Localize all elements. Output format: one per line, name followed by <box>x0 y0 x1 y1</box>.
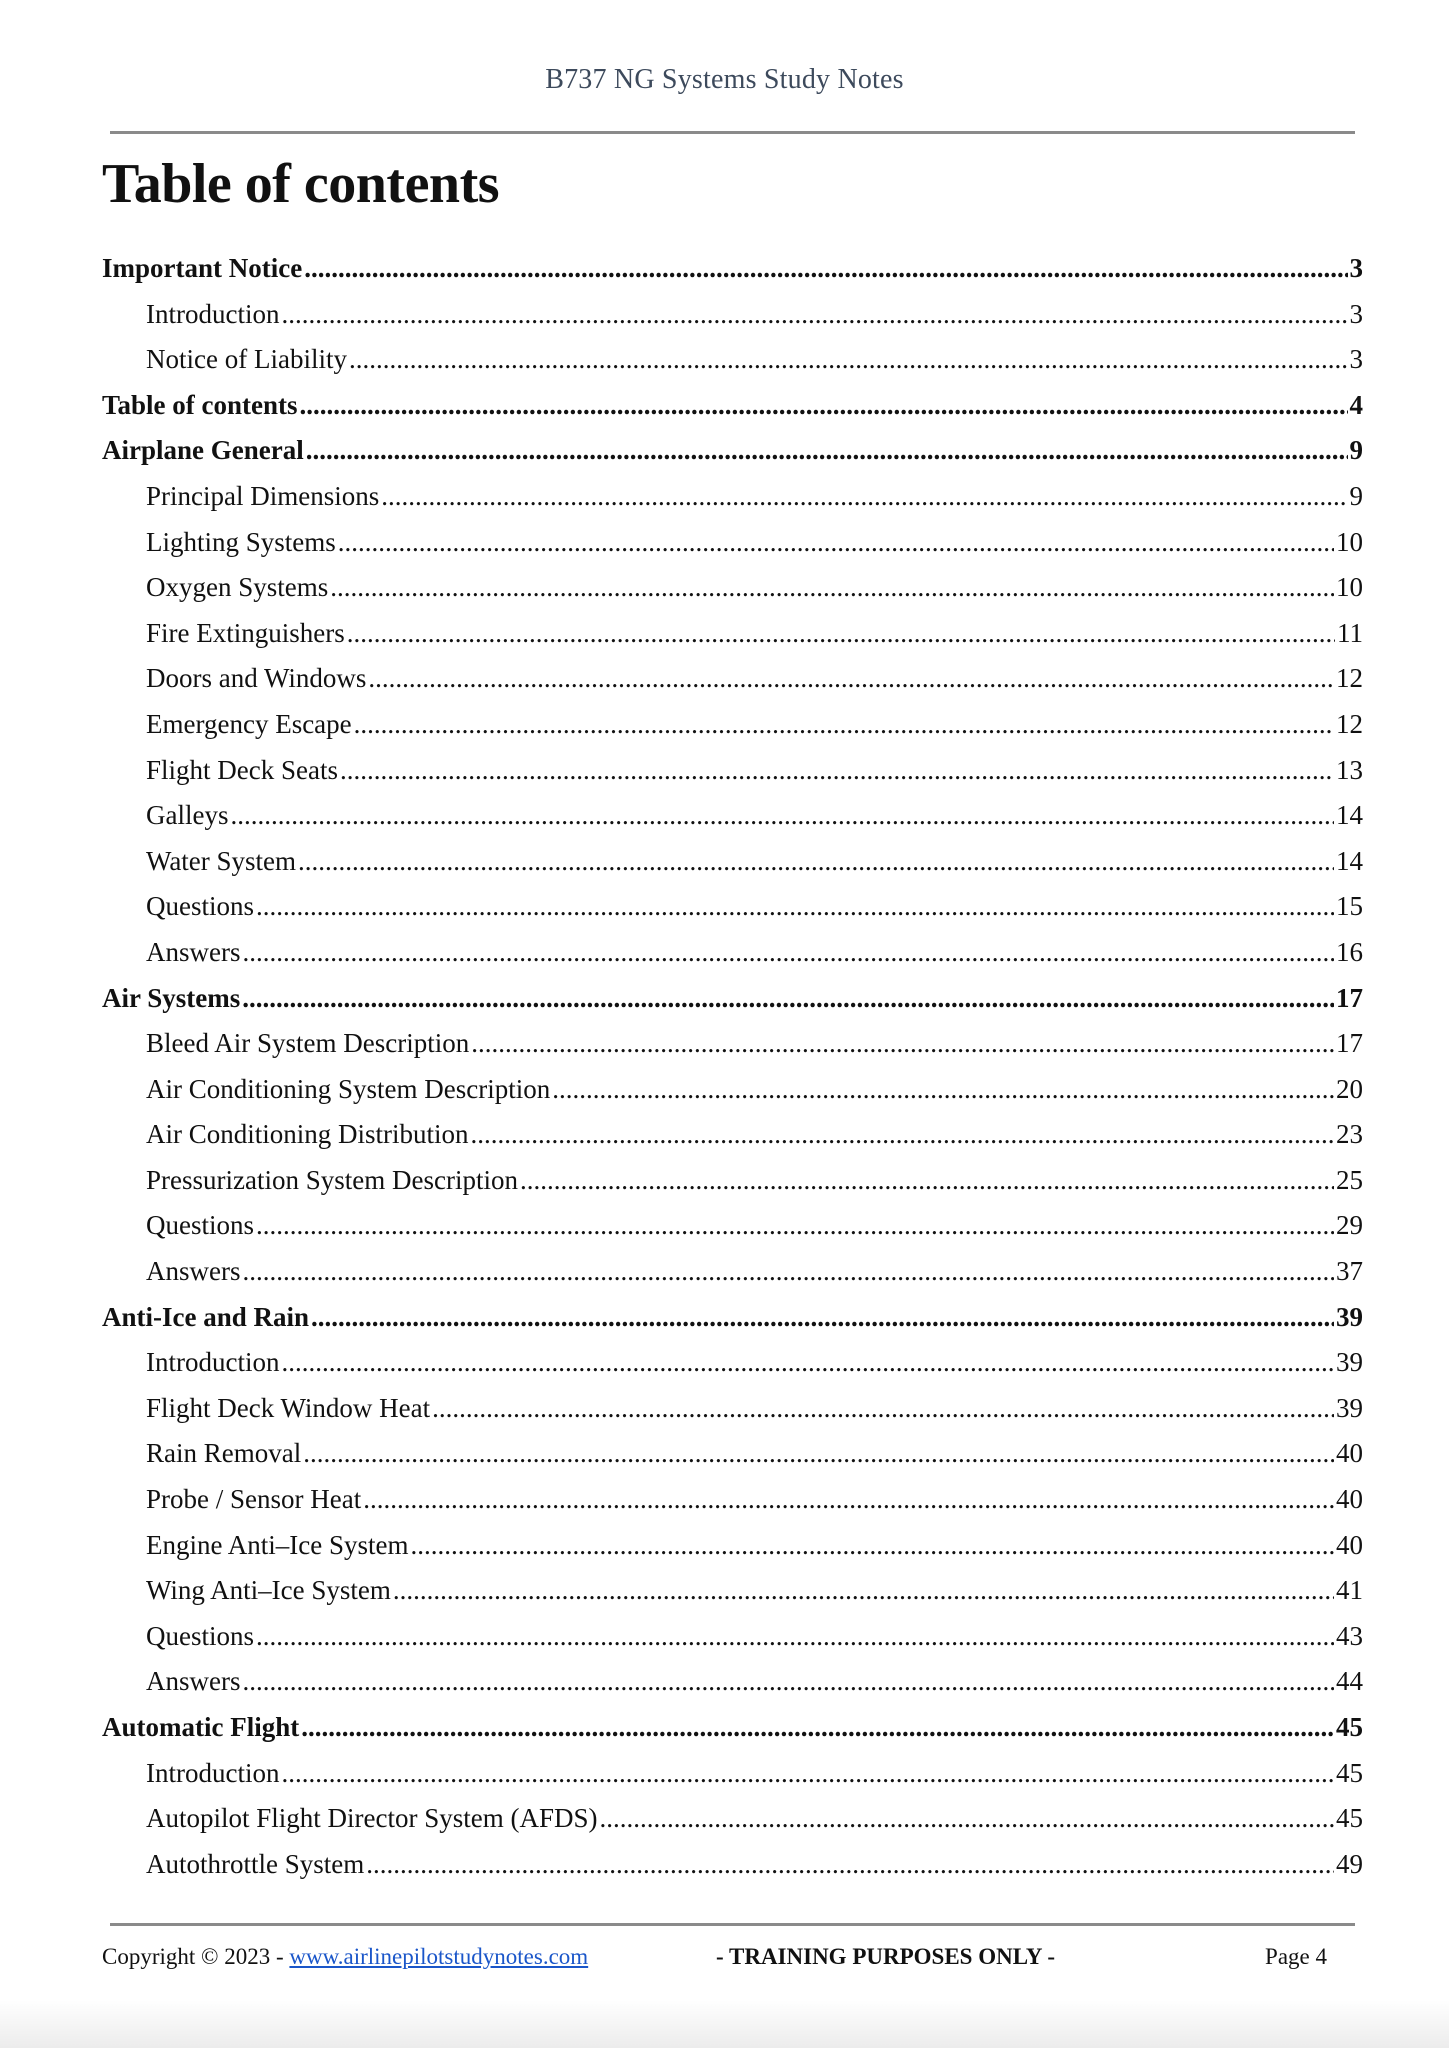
toc-subsection-entry[interactable] <box>102 1203 1363 1249</box>
toc-subsection-entry[interactable] <box>102 1796 1363 1842</box>
toc-subsection-entry[interactable] <box>102 1112 1363 1158</box>
toc-entry-page-number: 4 <box>1349 389 1363 420</box>
toc-subsection-entry[interactable] <box>102 1249 1363 1295</box>
toc-dot-leader <box>347 611 1335 657</box>
toc-subsection-entry[interactable] <box>102 1431 1363 1477</box>
toc-dot-leader <box>304 246 1347 292</box>
toc-entry-label: Pressurization System Description <box>146 1164 518 1195</box>
toc-subsection-entry[interactable] <box>102 1158 1363 1204</box>
toc-entry-page-number: 37 <box>1336 1256 1363 1287</box>
toc-dot-leader <box>600 1796 1335 1842</box>
toc-subsection-entry[interactable] <box>102 292 1363 338</box>
toc-entry-page-number: 17 <box>1336 1028 1363 1059</box>
toc-entry-page-number: 3 <box>1349 344 1363 375</box>
toc-dot-leader <box>520 1158 1334 1204</box>
toc-entry-page-number: 3 <box>1349 253 1363 283</box>
toc-dot-leader <box>363 1477 1334 1523</box>
toc-dot-leader <box>349 337 1348 383</box>
toc-entry-label: Introduction <box>146 1757 280 1788</box>
toc-dot-leader <box>230 793 1334 839</box>
toc-entry-page-number: 44 <box>1336 1666 1363 1697</box>
page-title: Table of contents <box>102 153 500 215</box>
toc-subsection-entry[interactable] <box>102 839 1363 885</box>
viewer-bottom-edge <box>0 2000 1449 2048</box>
toc-dot-leader <box>242 976 1334 1022</box>
toc-entry-page-number: 13 <box>1336 754 1363 785</box>
toc-dot-leader <box>432 1386 1334 1432</box>
toc-entry-page-number: 11 <box>1337 617 1363 648</box>
toc-section-entry[interactable] <box>102 246 1363 292</box>
toc-subsection-entry[interactable] <box>102 1386 1363 1432</box>
toc-subsection-entry[interactable] <box>102 1659 1363 1705</box>
toc-entry-label: Introduction <box>146 298 280 329</box>
toc-entry-page-number: 9 <box>1349 435 1363 466</box>
toc-entry-label: Water System <box>146 845 297 876</box>
toc-entry-label: Principal Dimensions <box>146 480 380 511</box>
toc-entry-page-number: 39 <box>1336 1301 1363 1332</box>
toc-dot-leader <box>393 1568 1334 1614</box>
toc-dot-leader <box>243 930 1335 976</box>
toc-dot-leader <box>281 292 1347 338</box>
toc-entry-label: Bleed Air System Description <box>146 1028 470 1059</box>
toc-entry-page-number: 14 <box>1336 845 1363 876</box>
toc-entry-page-number: 45 <box>1336 1712 1363 1742</box>
table-of-contents <box>102 246 1363 1887</box>
toc-entry-page-number: 25 <box>1336 1164 1363 1195</box>
footer-divider <box>110 1923 1355 1926</box>
toc-dot-leader <box>368 656 1334 702</box>
toc-section-entry[interactable] <box>102 1705 1363 1751</box>
toc-entry-label: Engine Anti–Ice System <box>146 1529 409 1560</box>
toc-entry-page-number: 12 <box>1336 663 1363 694</box>
toc-dot-leader <box>311 1295 1334 1341</box>
toc-entry-label: Rain Removal <box>146 1438 302 1469</box>
toc-entry-label: Answers <box>146 1256 241 1287</box>
toc-dot-leader <box>281 1340 1334 1386</box>
toc-entry-page-number: 20 <box>1336 1073 1363 1104</box>
toc-dot-leader <box>471 1112 1334 1158</box>
toc-entry-label: Table of contents <box>102 389 298 420</box>
header-divider <box>110 131 1355 134</box>
toc-dot-leader <box>338 520 1334 566</box>
toc-entry-page-number: 3 <box>1349 298 1363 329</box>
toc-entry-page-number: 39 <box>1336 1392 1363 1423</box>
copyright-text: Copyright © 2023 - <box>102 1944 290 1969</box>
toc-entry-label: Important Notice <box>102 253 303 283</box>
toc-dot-leader <box>256 1203 1334 1249</box>
toc-entry-label: Automatic Flight <box>102 1712 300 1742</box>
footer-copyright <box>102 1944 588 1970</box>
page-footer <box>102 1944 1327 1978</box>
toc-dot-leader <box>471 1021 1334 1067</box>
toc-subsection-entry[interactable] <box>102 565 1363 611</box>
toc-entry-label: Questions <box>146 1620 254 1651</box>
toc-subsection-entry[interactable] <box>102 1751 1363 1797</box>
toc-subsection-entry[interactable] <box>102 1067 1363 1113</box>
website-link[interactable]: www.airlinepilotstudynotes.com <box>289 1944 589 1969</box>
toc-entry-label: Answers <box>146 1666 241 1697</box>
toc-section-entry[interactable] <box>102 976 1363 1022</box>
toc-entry-label: Questions <box>146 891 254 922</box>
toc-subsection-entry[interactable] <box>102 702 1363 748</box>
toc-entry-page-number: 23 <box>1336 1119 1363 1150</box>
toc-dot-leader <box>552 1067 1334 1113</box>
toc-entry-page-number: 9 <box>1349 480 1363 511</box>
toc-entry-page-number: 40 <box>1336 1529 1363 1560</box>
toc-subsection-entry[interactable] <box>102 337 1363 383</box>
toc-entry-label: Answers <box>146 936 241 967</box>
toc-section-entry[interactable] <box>102 1295 1363 1341</box>
toc-entry-label: Galleys <box>146 800 229 831</box>
toc-entry-label: Flight Deck Window Heat <box>146 1392 431 1423</box>
toc-entry-label: Oxygen Systems <box>146 572 329 603</box>
toc-entry-page-number: 49 <box>1336 1848 1363 1879</box>
toc-subsection-entry[interactable] <box>102 656 1363 702</box>
toc-entry-label: Air Conditioning Distribution <box>146 1119 469 1150</box>
toc-section-entry[interactable] <box>102 383 1363 429</box>
toc-dot-leader <box>303 1431 1334 1477</box>
toc-entry-page-number: 41 <box>1336 1575 1363 1606</box>
toc-subsection-entry[interactable] <box>102 1568 1363 1614</box>
toc-entry-page-number: 14 <box>1336 800 1363 831</box>
toc-entry-page-number: 45 <box>1336 1757 1363 1788</box>
page-number: Page 4 <box>1265 1944 1327 1969</box>
toc-dot-leader <box>366 1842 1334 1888</box>
toc-dot-leader <box>330 565 1334 611</box>
toc-entry-label: Air Systems <box>102 982 241 1013</box>
toc-subsection-entry[interactable] <box>102 1340 1363 1386</box>
toc-entry-label: Autopilot Flight Director System (AFDS) <box>146 1803 598 1834</box>
toc-dot-leader <box>256 884 1334 930</box>
toc-entry-page-number: 43 <box>1336 1620 1363 1651</box>
toc-subsection-entry[interactable] <box>102 474 1363 520</box>
toc-entry-label: Doors and Windows <box>146 663 367 694</box>
toc-entry-label: Air Conditioning System Description <box>146 1073 551 1104</box>
toc-section-entry[interactable] <box>102 428 1363 474</box>
toc-dot-leader <box>381 474 1347 520</box>
toc-entry-page-number: 12 <box>1336 708 1363 739</box>
running-header: B737 NG Systems Study Notes <box>545 64 904 95</box>
toc-entry-label: Wing Anti–Ice System <box>146 1575 391 1606</box>
toc-dot-leader <box>298 839 1334 885</box>
toc-entry-page-number: 40 <box>1336 1484 1363 1515</box>
toc-dot-leader <box>354 702 1334 748</box>
toc-dot-leader <box>306 428 1348 474</box>
toc-entry-label: Introduction <box>146 1347 280 1378</box>
toc-subsection-entry[interactable] <box>102 1842 1363 1888</box>
toc-subsection-entry[interactable] <box>102 1477 1363 1523</box>
toc-subsection-entry[interactable] <box>102 884 1363 930</box>
toc-entry-label: Probe / Sensor Heat <box>146 1484 362 1515</box>
toc-subsection-entry[interactable] <box>102 1021 1363 1067</box>
toc-dot-leader <box>301 1705 1334 1751</box>
toc-entry-page-number: 45 <box>1336 1803 1363 1834</box>
toc-entry-page-number: 10 <box>1336 526 1363 557</box>
toc-subsection-entry[interactable] <box>102 611 1363 657</box>
toc-dot-leader <box>340 748 1334 794</box>
toc-subsection-entry[interactable] <box>102 1614 1363 1660</box>
toc-entry-label: Lighting Systems <box>146 526 336 557</box>
toc-entry-label: Airplane General <box>102 435 304 466</box>
toc-subsection-entry[interactable] <box>102 793 1363 839</box>
toc-dot-leader <box>281 1751 1334 1797</box>
toc-entry-label: Anti-Ice and Rain <box>102 1301 310 1332</box>
toc-dot-leader <box>243 1659 1335 1705</box>
toc-subsection-entry[interactable] <box>102 930 1363 976</box>
toc-dot-leader <box>410 1523 1334 1569</box>
toc-entry-page-number: 16 <box>1336 936 1363 967</box>
toc-entry-label: Notice of Liability <box>146 344 347 375</box>
toc-entry-page-number: 29 <box>1336 1210 1363 1241</box>
toc-entry-label: Fire Extinguishers <box>146 617 345 648</box>
toc-entry-label: Questions <box>146 1210 254 1241</box>
toc-entry-page-number: 15 <box>1336 891 1363 922</box>
toc-entry-page-number: 39 <box>1336 1347 1363 1378</box>
toc-dot-leader <box>256 1614 1334 1660</box>
training-notice: - TRAINING PURPOSES ONLY - <box>716 1944 1056 1969</box>
toc-dot-leader <box>243 1249 1335 1295</box>
toc-subsection-entry[interactable] <box>102 748 1363 794</box>
toc-entry-label: Emergency Escape <box>146 708 352 739</box>
toc-entry-page-number: 40 <box>1336 1438 1363 1469</box>
toc-entry-label: Flight Deck Seats <box>146 754 338 785</box>
toc-dot-leader <box>300 383 1348 429</box>
toc-subsection-entry[interactable] <box>102 1523 1363 1569</box>
toc-entry-page-number: 17 <box>1336 982 1363 1013</box>
toc-entry-page-number: 10 <box>1336 572 1363 603</box>
toc-entry-label: Autothrottle System <box>146 1848 365 1879</box>
toc-subsection-entry[interactable] <box>102 520 1363 566</box>
